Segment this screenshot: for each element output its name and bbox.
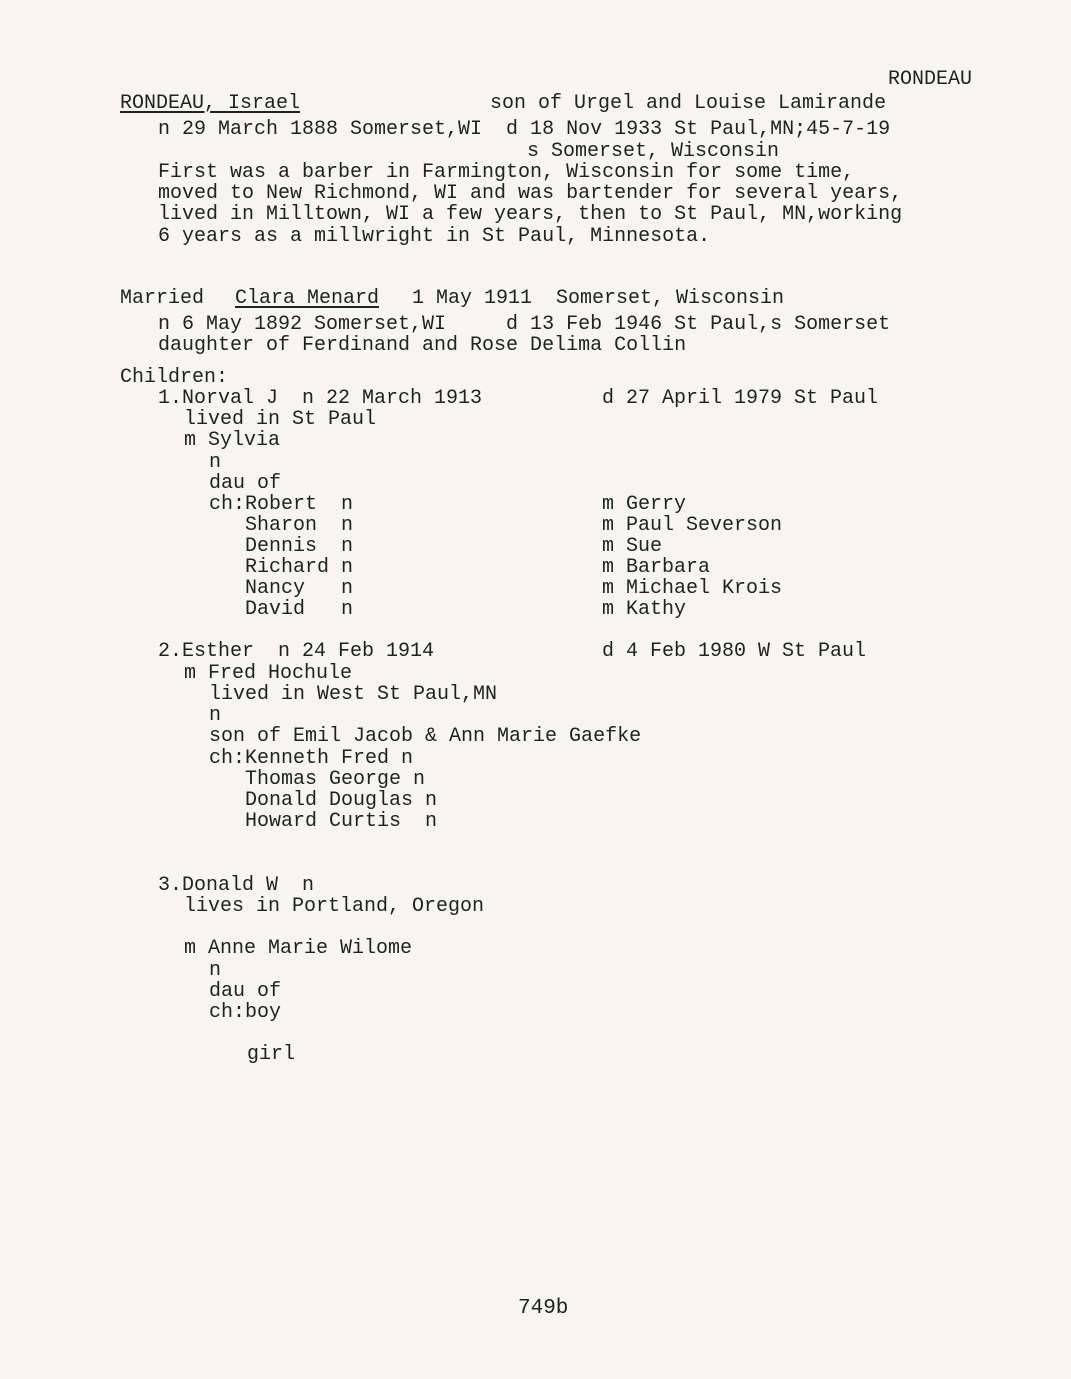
grandchild-spouse: m Kathy bbox=[602, 598, 687, 621]
bio-line: First was a barber in Farmington, Wisconsin for some time, bbox=[158, 161, 855, 184]
grandchild-name: Nancy n bbox=[209, 577, 354, 600]
spouse-birth-death: n 6 May 1892 Somerset,WI d 13 Feb 1946 St Paul,s Somerset bbox=[158, 313, 891, 336]
grandchild-name: Thomas George n bbox=[209, 768, 426, 791]
subject-birth-death: n 29 March 1888 Somerset,WI d 18 Nov 1933 St Paul,MN;45-7-19 bbox=[158, 118, 891, 141]
spouse-name: Clara Menard bbox=[235, 287, 380, 310]
child-2-detail: lived in West St Paul,MN bbox=[209, 683, 498, 706]
married-label: Married bbox=[120, 287, 205, 310]
grandchild-name: Dennis n bbox=[209, 535, 354, 558]
subject-parents: son of Urgel and Louise Lamirande bbox=[490, 92, 887, 115]
grandchild-name: Richard n bbox=[209, 556, 354, 579]
grandchild-name: ch:Robert n bbox=[209, 493, 354, 516]
surname-tag: RONDEAU bbox=[888, 68, 973, 91]
grandchild-spouse: m Gerry bbox=[602, 493, 687, 516]
grandchild-name: Howard Curtis n bbox=[209, 810, 438, 833]
child-1-death: d 27 April 1979 St Paul bbox=[602, 387, 879, 410]
child-2-spouse: m Fred Hochule bbox=[184, 662, 353, 685]
children-label: Children: bbox=[120, 366, 229, 389]
grandchild-spouse: m Barbara bbox=[602, 556, 711, 579]
marriage-date-place: 1 May 1911 Somerset, Wisconsin bbox=[412, 287, 785, 310]
child-3-detail: dau of bbox=[209, 980, 282, 1003]
child-3-detail: ch:boy bbox=[209, 1001, 282, 1024]
child-1-spouse-detail: n bbox=[209, 451, 222, 474]
grandchild-name: girl bbox=[247, 1043, 296, 1066]
child-3-detail: n bbox=[209, 959, 222, 982]
subject-name: RONDEAU, Israel bbox=[120, 92, 301, 115]
bio-line: lived in Milltown, WI a few years, then to St Paul, MN,working bbox=[158, 203, 903, 226]
child-3-residence: lives in Portland, Oregon bbox=[184, 895, 485, 918]
bio-line: 6 years as a millwright in St Paul, Minnesota. bbox=[158, 225, 711, 248]
grandchild-name: David n bbox=[209, 598, 354, 621]
child-2-detail: son of Emil Jacob & Ann Marie Gaefke bbox=[209, 725, 642, 748]
child-2-detail: n bbox=[209, 704, 222, 727]
grandchild-spouse: m Michael Krois bbox=[602, 577, 783, 600]
child-1-detail: m Sylvia bbox=[184, 429, 281, 452]
child-3-spouse: m Anne Marie Wilome bbox=[184, 937, 413, 960]
subject-burial: s Somerset, Wisconsin bbox=[527, 140, 780, 163]
child-3-line: 3.Donald W n bbox=[158, 874, 315, 897]
grandchild-spouse: m Paul Severson bbox=[602, 514, 783, 537]
child-2-death: d 4 Feb 1980 W St Paul bbox=[602, 640, 867, 663]
bio-line: moved to New Richmond, WI and was bartender for several years, bbox=[158, 182, 903, 205]
child-1-detail: lived in St Paul bbox=[184, 408, 377, 431]
grandchild-name: Sharon n bbox=[209, 514, 354, 537]
page-number: 749b bbox=[518, 1297, 569, 1320]
spouse-parents: daughter of Ferdinand and Rose Delima Collin bbox=[158, 334, 687, 357]
grandchild-name: ch:Kenneth Fred n bbox=[209, 747, 414, 770]
grandchild-spouse: m Sue bbox=[602, 535, 663, 558]
grandchild-name: Donald Douglas n bbox=[209, 789, 438, 812]
child-2-line: 2.Esther n 24 Feb 1914 bbox=[158, 640, 435, 663]
child-1-spouse-detail: dau of bbox=[209, 472, 282, 495]
child-1-line: 1.Norval J n 22 March 1913 bbox=[158, 387, 483, 410]
